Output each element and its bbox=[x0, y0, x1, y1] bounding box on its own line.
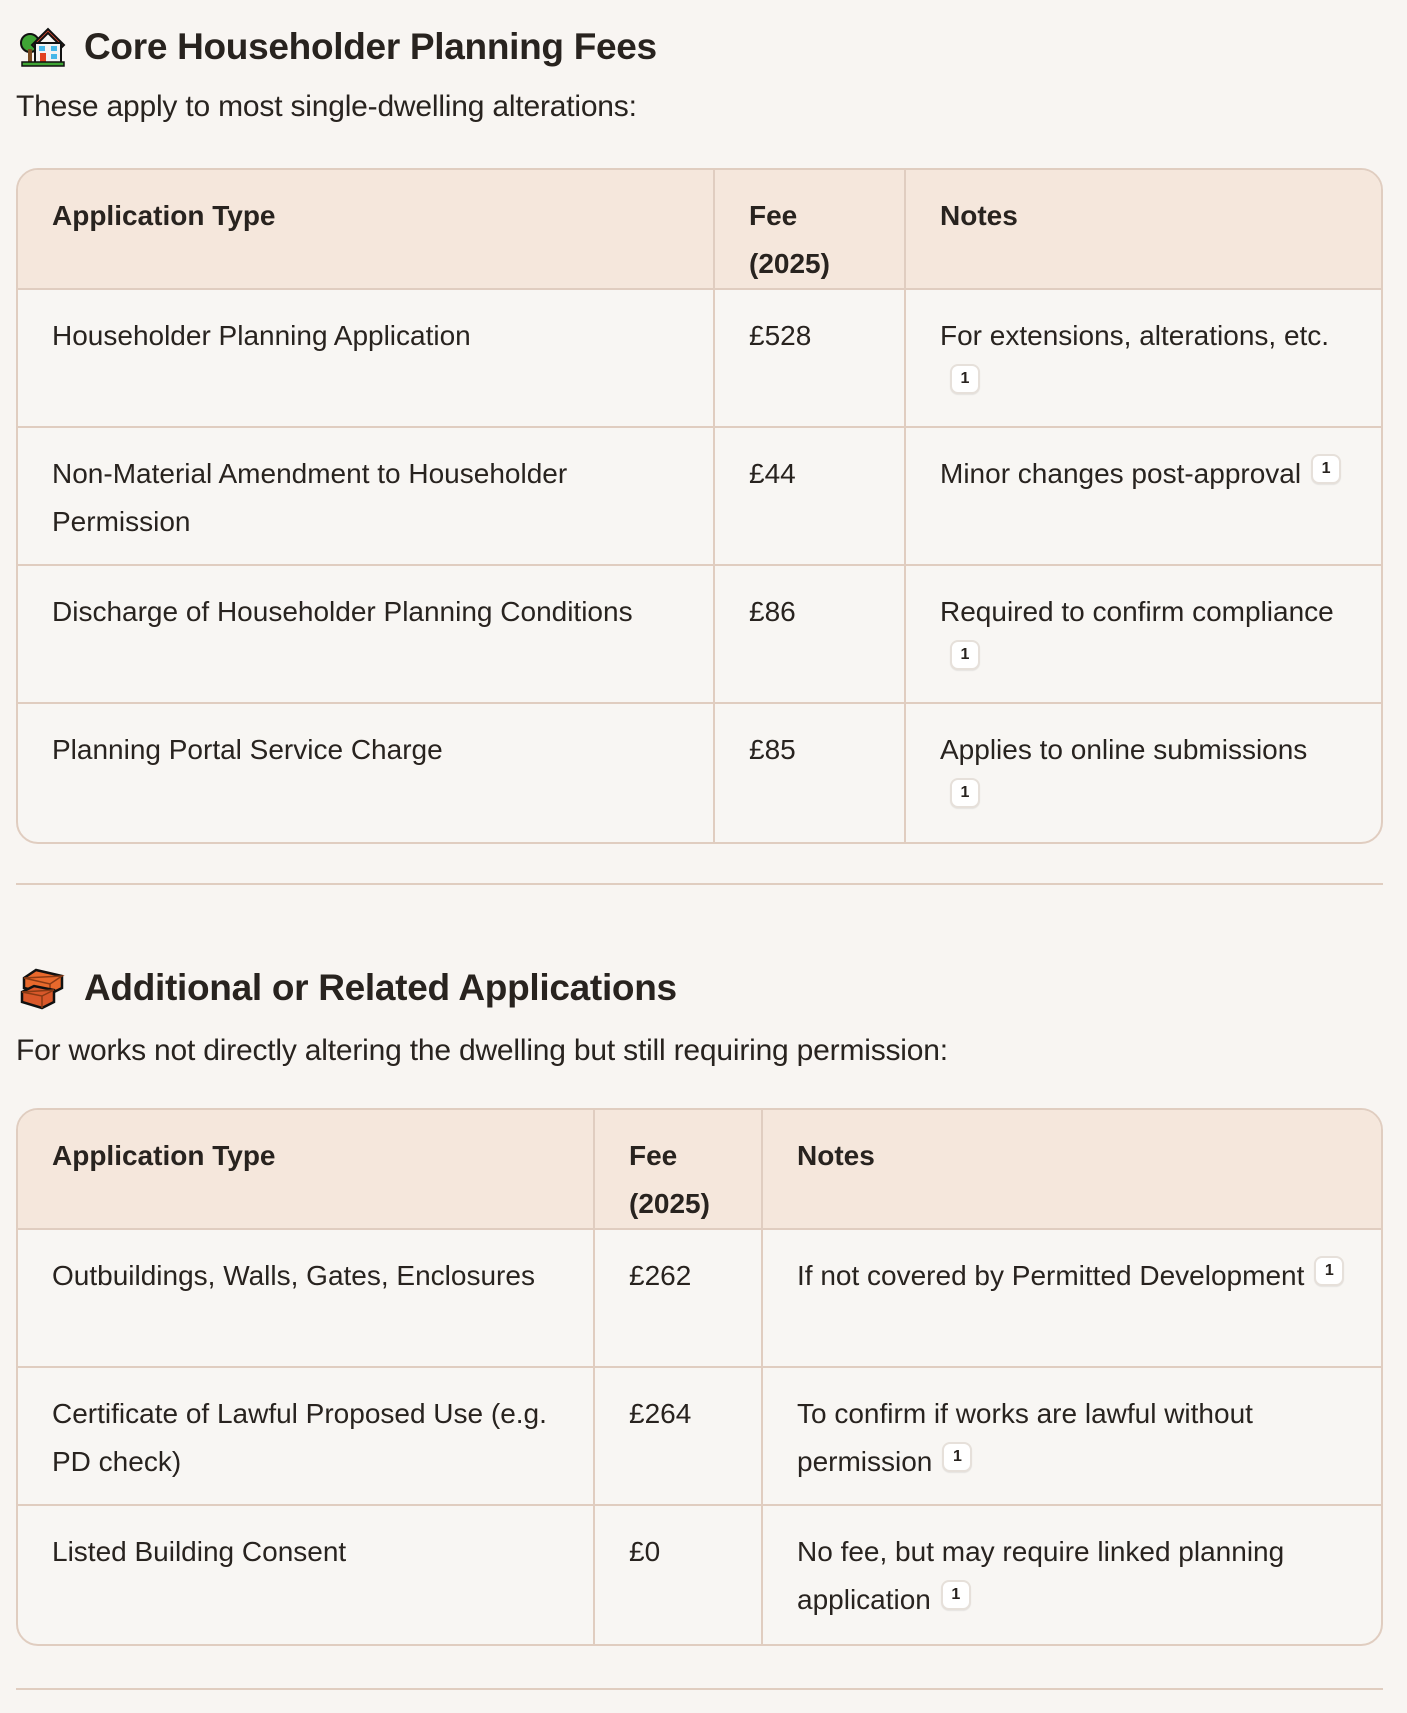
application-type-cell: Discharge of Householder Planning Conditions bbox=[18, 566, 715, 704]
column-header-notes: Notes bbox=[906, 170, 1381, 290]
section-title: Core Householder Planning Fees bbox=[84, 26, 657, 67]
additional-applications-table bbox=[16, 1108, 1383, 1646]
fee-cell: £86 bbox=[715, 566, 906, 704]
section-divider bbox=[16, 1688, 1383, 1690]
citation-badge[interactable]: 1 bbox=[950, 778, 980, 808]
fee-cell: £44 bbox=[715, 428, 906, 566]
column-header-application-type: Application Type bbox=[18, 170, 715, 290]
table-row bbox=[18, 428, 1381, 566]
application-type-cell: Planning Portal Service Charge bbox=[18, 704, 715, 842]
fee-cell: £262 bbox=[595, 1230, 763, 1368]
bricks-icon bbox=[18, 964, 66, 1012]
citation-badge[interactable]: 1 bbox=[941, 1580, 971, 1610]
notes-cell: Applies to online submissions1 bbox=[906, 704, 1381, 842]
application-type-cell: Householder Planning Application bbox=[18, 290, 715, 428]
table-row bbox=[18, 566, 1381, 704]
application-type-cell: Outbuildings, Walls, Gates, Enclosures bbox=[18, 1230, 595, 1368]
fee-cell: £264 bbox=[595, 1368, 763, 1506]
column-header-application-type: Application Type bbox=[18, 1110, 595, 1230]
citation-badge[interactable]: 1 bbox=[1314, 1256, 1344, 1286]
core-fees-table bbox=[16, 168, 1383, 844]
citation-badge[interactable]: 1 bbox=[1311, 454, 1341, 484]
section-heading-core-fees bbox=[18, 22, 657, 72]
section-divider bbox=[16, 883, 1383, 885]
notes-cell: Required to confirm compliance1 bbox=[906, 566, 1381, 704]
notes-cell: For extensions, alterations, etc.1 bbox=[906, 290, 1381, 428]
notes-cell: Minor changes post-approval 1 bbox=[906, 428, 1381, 566]
notes-cell: If not covered by Permitted Development 1 bbox=[763, 1230, 1381, 1368]
application-type-cell: Certificate of Lawful Proposed Use (e.g. PD check) bbox=[18, 1368, 595, 1506]
table-header-row bbox=[18, 170, 1381, 290]
table-row bbox=[18, 290, 1381, 428]
fee-cell: £528 bbox=[715, 290, 906, 428]
table-row bbox=[18, 1368, 1381, 1506]
section-title: Additional or Related Applications bbox=[84, 967, 677, 1008]
section-intro: For works not directly altering the dwelling but still requiring permission: bbox=[16, 1034, 948, 1067]
column-header-fee: Fee (2025) bbox=[595, 1110, 763, 1230]
table-row bbox=[18, 1230, 1381, 1368]
citation-badge[interactable]: 1 bbox=[942, 1442, 972, 1472]
fee-cell: £0 bbox=[595, 1506, 763, 1644]
column-header-notes: Notes bbox=[763, 1110, 1381, 1230]
application-type-cell: Listed Building Consent bbox=[18, 1506, 595, 1644]
table-row bbox=[18, 1506, 1381, 1644]
column-header-fee: Fee (2025) bbox=[715, 170, 906, 290]
notes-cell: No fee, but may require linked planning application 1 bbox=[797, 1536, 1285, 1615]
citation-badge[interactable]: 1 bbox=[950, 640, 980, 670]
citation-badge[interactable]: 1 bbox=[950, 364, 980, 394]
house-with-garden-icon bbox=[18, 23, 66, 71]
table-row bbox=[18, 704, 1381, 842]
table-header-row bbox=[18, 1110, 1381, 1230]
fee-cell: £85 bbox=[715, 704, 906, 842]
section-heading-additional-applications bbox=[18, 963, 677, 1013]
notes-cell: To confirm if works are lawful without permission 1 bbox=[763, 1368, 1381, 1506]
section-intro: These apply to most single-dwelling alterations: bbox=[16, 90, 637, 123]
application-type-cell: Non-Material Amendment to Householder Permission bbox=[18, 428, 715, 566]
